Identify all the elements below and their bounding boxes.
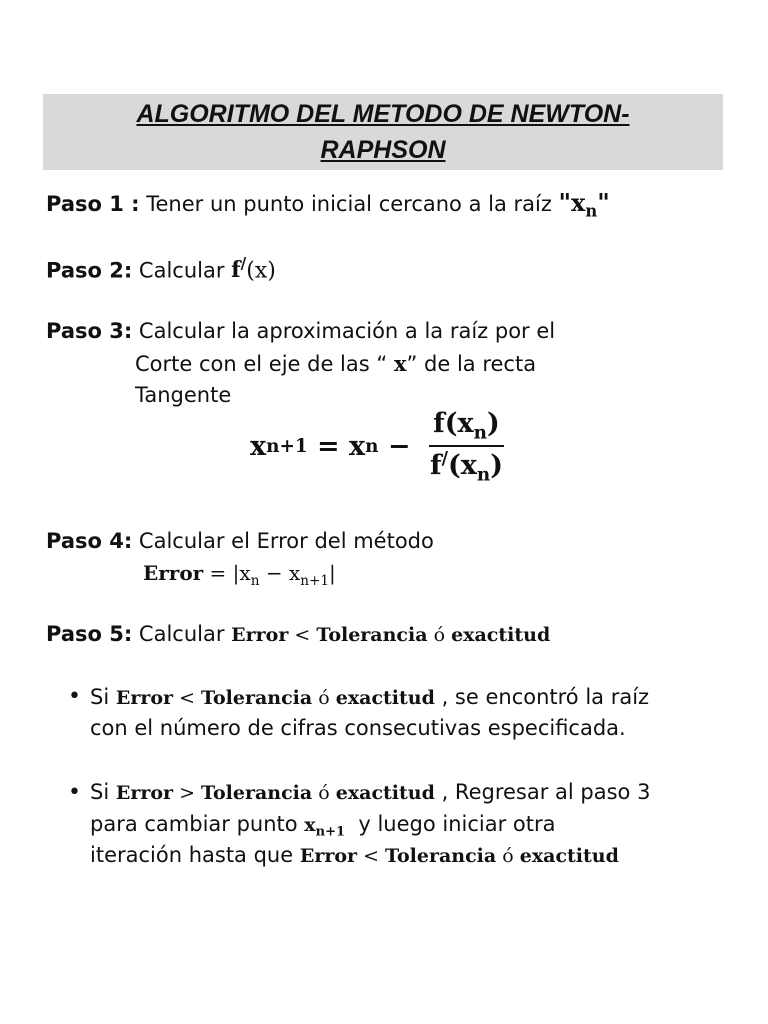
step-3-label: Paso 3: <box>46 319 133 343</box>
formula-lhs: x <box>250 431 267 463</box>
bullet-2-line-3: iteración hasta que Error < Tolerancia ó exactitud <box>90 843 619 867</box>
bullet-2-line-2: para cambiar punto $x_{n+1}$ y luego iniciar otra <box>90 812 556 840</box>
step-1-math-close: " <box>597 188 610 217</box>
error-formula: Error = $|x_n - x_{n+1}|$ <box>143 561 336 589</box>
step-5-text: Calcular <box>132 622 232 646</box>
formula-eq-sub: n <box>365 436 379 458</box>
step-4 <box>46 529 434 553</box>
bullet-1-line-2: con el número de cifras consecutivas especificada. <box>90 716 626 740</box>
formula-eq: = x <box>307 431 366 463</box>
formula-numerator: $f(x_n)$ <box>429 408 504 447</box>
step-2 <box>46 255 276 283</box>
formula-fraction <box>426 408 507 486</box>
step-1-label: Paso 1 : <box>46 192 140 216</box>
bullet-dot-2: • <box>68 780 81 805</box>
error-word: Error <box>143 561 204 585</box>
step-2-math-sup: / <box>240 255 247 273</box>
step-1-math: "x <box>558 188 586 217</box>
step-1 <box>46 188 610 221</box>
step-4-text: Calcular el Error del método <box>132 529 434 553</box>
step-3-text-3: Tangente <box>135 383 232 407</box>
step-1-math-sub: n <box>585 201 598 221</box>
bullet-dot-1: • <box>68 684 81 709</box>
step-4-label: Paso 4: <box>46 529 133 553</box>
bullet-1-line-1: Si Error < Tolerancia ó exactitud , se encontró la raíz <box>90 685 650 709</box>
step-2-math-arg: (x) <box>246 258 276 284</box>
step-2-text: Calcular <box>132 258 232 283</box>
step-3-text-2a: Corte con el eje de las “ <box>135 352 394 376</box>
step-5: Paso 5: Calcular Error < Tolerancia ó exactitud <box>46 622 551 646</box>
step-3-line-3 <box>135 383 231 407</box>
formula-minus: − <box>378 431 420 463</box>
formula-denominator: $f^/(x_n)$ <box>429 449 503 486</box>
title-line-2: RAPHSON <box>320 136 446 164</box>
step-3-text-1: Calcular la aproximación a la raíz por el <box>132 319 556 343</box>
step-1-text: Tener un punto inicial cercano a la raíz <box>139 192 559 216</box>
title-line-1: ALGORITMO DEL METODO DE NEWTON- <box>136 100 630 128</box>
page-title <box>43 94 723 170</box>
step-5-label: Paso 5: <box>46 622 133 646</box>
formula-lhs-sub: n+1 <box>266 436 308 458</box>
step-3-x: x <box>393 351 407 376</box>
step-3 <box>46 319 555 343</box>
bullet-2-line-1: Si Error > Tolerancia ó exactitud , Regresar al paso 3 <box>90 780 651 804</box>
step-2-math: f <box>231 257 241 284</box>
step-3-line-2 <box>135 351 536 376</box>
newton-raphson-formula <box>250 408 507 486</box>
step-2-label: Paso 2: <box>46 258 133 283</box>
step-3-text-2b: ” de la recta <box>406 352 537 376</box>
